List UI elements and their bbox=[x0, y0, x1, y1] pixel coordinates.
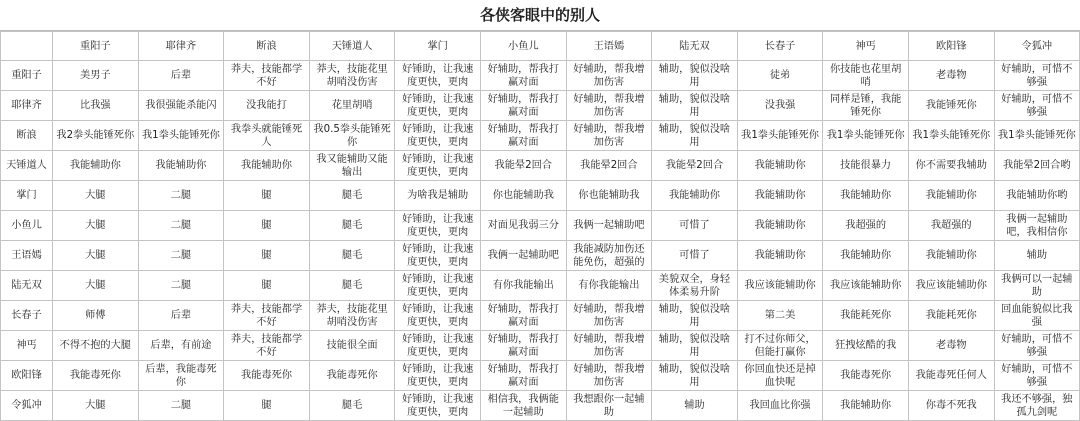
table-cell: 二腿 bbox=[138, 211, 224, 241]
table-cell: 对面见我弱三分 bbox=[480, 211, 566, 241]
table-cell: 腿 bbox=[224, 181, 310, 211]
table-cell: 好辅助，帮我打赢对面 bbox=[480, 61, 566, 91]
table-cell: 辅助 bbox=[994, 241, 1080, 271]
table-cell: 我应该能辅助你 bbox=[908, 271, 994, 301]
table-cell: 大腿 bbox=[53, 391, 139, 421]
table-cell: 好锤助，让我速度更快，更肉 bbox=[395, 331, 481, 361]
table-cell: 好辅助，帮我增加伤害 bbox=[566, 361, 652, 391]
table-cell: 你技能也花里胡哨 bbox=[823, 61, 909, 91]
table-row bbox=[1, 361, 1080, 391]
table-row bbox=[1, 331, 1080, 361]
table-cell: 我能辅助你 bbox=[737, 181, 823, 211]
column-header: 神丐 bbox=[823, 32, 909, 61]
table-cell: 莽夫，技能都学不好 bbox=[224, 301, 310, 331]
table-row bbox=[1, 121, 1080, 151]
table-cell: 我俩一起辅助吧，我相信你 bbox=[994, 211, 1080, 241]
table-row bbox=[1, 241, 1080, 271]
table-cell: 我1拳头能锤死你 bbox=[823, 121, 909, 151]
table-cell: 我1拳头能锤死你 bbox=[737, 121, 823, 151]
table-cell: 我2拳头能锤死你 bbox=[53, 121, 139, 151]
table-cell: 有你我能输出 bbox=[566, 271, 652, 301]
table-cell: 我能晕2回合 bbox=[566, 151, 652, 181]
row-header: 神丐 bbox=[1, 331, 53, 361]
table-cell: 我能晕2回合哟 bbox=[994, 151, 1080, 181]
row-header: 欧阳锋 bbox=[1, 361, 53, 391]
table-cell: 大腿 bbox=[53, 181, 139, 211]
table-cell: 我应该能辅助你 bbox=[737, 271, 823, 301]
table-cell: 好锤助，让我速度更快，更肉 bbox=[395, 121, 481, 151]
table-cell: 狂拽炫酷的我 bbox=[823, 331, 909, 361]
table-cell: 好锤助，让我速度更快，更肉 bbox=[395, 391, 481, 421]
table-cell: 好锤助，让我速度更快，更肉 bbox=[395, 241, 481, 271]
table-cell: 我能辅助你 bbox=[652, 181, 738, 211]
row-header: 掌门 bbox=[1, 181, 53, 211]
table-row bbox=[1, 391, 1080, 421]
table-cell: 好辅助，可惜不够强 bbox=[994, 91, 1080, 121]
table-cell: 技能很暴力 bbox=[823, 151, 909, 181]
table-cell: 好锤助，让我速度更快，更肉 bbox=[395, 361, 481, 391]
table-cell: 腿毛 bbox=[309, 241, 395, 271]
row-header: 重阳子 bbox=[1, 61, 53, 91]
table-cell: 腿毛 bbox=[309, 391, 395, 421]
table-cell: 打不过你师父，但能打赢你 bbox=[737, 331, 823, 361]
table-cell: 好辅助，可惜不够强 bbox=[994, 331, 1080, 361]
table-title: 各侠客眼中的别人 bbox=[0, 0, 1080, 31]
table-row bbox=[1, 271, 1080, 301]
table-cell: 莽夫，技能花里胡哨没伤害 bbox=[309, 301, 395, 331]
table-cell: 腿 bbox=[224, 391, 310, 421]
column-header: 重阳子 bbox=[53, 32, 139, 61]
table-cell: 你回血快还是掉血快呢 bbox=[737, 361, 823, 391]
table-cell: 后辈，有前途 bbox=[138, 331, 224, 361]
table-cell: 同样是锤，我能锤死你 bbox=[823, 91, 909, 121]
table-cell: 莽夫，技能花里胡哨没伤害 bbox=[309, 61, 395, 91]
table-cell: 我能毒死你 bbox=[224, 361, 310, 391]
table-cell: 好锤助，让我速度更快，更肉 bbox=[395, 151, 481, 181]
table-cell: 我又能辅助又能输出 bbox=[309, 151, 395, 181]
table-cell: 好辅助，帮我增加伤害 bbox=[566, 61, 652, 91]
table-cell: 二腿 bbox=[138, 241, 224, 271]
table-cell: 你毒不死我 bbox=[908, 391, 994, 421]
table-row bbox=[1, 61, 1080, 91]
table-cell: 我1拳头能锤死你 bbox=[908, 121, 994, 151]
column-header: 欧阳锋 bbox=[908, 32, 994, 61]
table-cell: 我俩可以一起辅助 bbox=[994, 271, 1080, 301]
table-cell: 有你我能输出 bbox=[480, 271, 566, 301]
table-cell: 我很强能杀能闪 bbox=[138, 91, 224, 121]
table-cell: 我能毒死你 bbox=[53, 361, 139, 391]
table-row bbox=[1, 181, 1080, 211]
row-header: 耶律齐 bbox=[1, 91, 53, 121]
table-cell: 徒弟 bbox=[737, 61, 823, 91]
table-cell: 我能辅助你 bbox=[737, 241, 823, 271]
table-cell: 好辅助，帮我打赢对面 bbox=[480, 331, 566, 361]
table-cell: 我能辅助你 bbox=[823, 181, 909, 211]
table-cell: 相信我，我俩能一起辅助 bbox=[480, 391, 566, 421]
table-cell: 师傅 bbox=[53, 301, 139, 331]
corner-cell bbox=[1, 32, 53, 61]
column-header: 令狐冲 bbox=[994, 32, 1080, 61]
table-cell: 辅助，貌似没啥用 bbox=[652, 91, 738, 121]
table-cell: 腿 bbox=[224, 241, 310, 271]
column-header: 天锤道人 bbox=[309, 32, 395, 61]
table-cell: 可惜了 bbox=[652, 211, 738, 241]
table-cell: 我俩一起辅助吧 bbox=[480, 241, 566, 271]
table-cell: 二腿 bbox=[138, 391, 224, 421]
row-header: 令狐冲 bbox=[1, 391, 53, 421]
table-cell: 你也能辅助我 bbox=[480, 181, 566, 211]
table-cell: 好锤助，让我速度更快，更肉 bbox=[395, 91, 481, 121]
table-cell: 我能辅助你 bbox=[224, 151, 310, 181]
table-row bbox=[1, 151, 1080, 181]
table-cell: 大腿 bbox=[53, 271, 139, 301]
table-cell: 腿 bbox=[224, 271, 310, 301]
table-cell: 第二美 bbox=[737, 301, 823, 331]
table-cell: 腿毛 bbox=[309, 211, 395, 241]
table-cell: 老毒物 bbox=[908, 61, 994, 91]
table-cell: 好辅助，帮我增加伤害 bbox=[566, 91, 652, 121]
table-cell: 好辅助，帮我增加伤害 bbox=[566, 331, 652, 361]
table-cell: 我能辅助你 bbox=[53, 151, 139, 181]
table-cell: 我能辅助你 bbox=[138, 151, 224, 181]
column-header: 王语嫣 bbox=[566, 32, 652, 61]
row-header: 长春子 bbox=[1, 301, 53, 331]
table-cell: 好锤助，让我速度更快，更肉 bbox=[395, 61, 481, 91]
table-cell: 为啥我是辅助 bbox=[395, 181, 481, 211]
table-cell: 后辈 bbox=[138, 61, 224, 91]
table-cell: 回血能貌似比我强 bbox=[994, 301, 1080, 331]
table-cell: 好锤助，让我速度更快，更肉 bbox=[395, 301, 481, 331]
table-cell: 辅助，貌似没啥用 bbox=[652, 331, 738, 361]
row-header: 王语嫣 bbox=[1, 241, 53, 271]
table-cell: 大腿 bbox=[53, 211, 139, 241]
table-cell: 好辅助，帮我打赢对面 bbox=[480, 121, 566, 151]
table-cell: 辅助，貌似没啥用 bbox=[652, 121, 738, 151]
table-cell: 大腿 bbox=[53, 241, 139, 271]
table-cell: 我能减防加伤还能免伤，超强的 bbox=[566, 241, 652, 271]
table-cell: 腿毛 bbox=[309, 181, 395, 211]
table-row bbox=[1, 211, 1080, 241]
table-cell: 我能辅助你 bbox=[823, 391, 909, 421]
table-cell: 辅助，貌似没啥用 bbox=[652, 301, 738, 331]
table-cell: 好辅助，帮我打赢对面 bbox=[480, 91, 566, 121]
table-cell: 我能毒死任何人 bbox=[908, 361, 994, 391]
table-cell: 我俩一起辅助吧 bbox=[566, 211, 652, 241]
table-cell: 我能耗死你 bbox=[908, 301, 994, 331]
table-cell: 腿毛 bbox=[309, 271, 395, 301]
table-cell: 我1拳头能锤死你 bbox=[994, 121, 1080, 151]
table-cell: 我能毒死你 bbox=[823, 361, 909, 391]
table-cell: 我能耗死你 bbox=[823, 301, 909, 331]
table-cell: 后辈 bbox=[138, 301, 224, 331]
table-cell: 好锤助，让我速度更快，更肉 bbox=[395, 211, 481, 241]
header-row bbox=[1, 32, 1080, 61]
table-cell: 好辅助，帮我增加伤害 bbox=[566, 121, 652, 151]
table-cell: 我能辅助你 bbox=[737, 211, 823, 241]
table-body bbox=[1, 61, 1080, 421]
table-cell: 我应该能辅助你 bbox=[823, 271, 909, 301]
table-cell: 好锤助，让我速度更快，更肉 bbox=[395, 271, 481, 301]
table-cell: 我能晕2回合 bbox=[480, 151, 566, 181]
table-cell: 好辅助，帮我打赢对面 bbox=[480, 361, 566, 391]
table-cell: 可惜了 bbox=[652, 241, 738, 271]
table-cell: 我回血比你强 bbox=[737, 391, 823, 421]
table-cell: 我想跟你一起辅助 bbox=[566, 391, 652, 421]
table-cell: 莽夫，技能都学不好 bbox=[224, 331, 310, 361]
column-header: 陆无双 bbox=[652, 32, 738, 61]
table-cell: 我超强的 bbox=[823, 211, 909, 241]
table-cell: 技能很全面 bbox=[309, 331, 395, 361]
table-cell: 好辅助，帮我打赢对面 bbox=[480, 301, 566, 331]
table-cell: 我超强的 bbox=[908, 211, 994, 241]
table-cell: 美男子 bbox=[53, 61, 139, 91]
row-header: 陆无双 bbox=[1, 271, 53, 301]
table-cell: 比我强 bbox=[53, 91, 139, 121]
table-cell: 好辅助，帮我增加伤害 bbox=[566, 301, 652, 331]
table-cell: 我拳头就能锤死人 bbox=[224, 121, 310, 151]
table-cell: 二腿 bbox=[138, 181, 224, 211]
table-cell: 没我能打 bbox=[224, 91, 310, 121]
row-header: 小鱼儿 bbox=[1, 211, 53, 241]
column-header: 掌门 bbox=[395, 32, 481, 61]
table-cell: 我能辅助你 bbox=[737, 151, 823, 181]
row-header: 断浪 bbox=[1, 121, 53, 151]
table-row bbox=[1, 301, 1080, 331]
table-row bbox=[1, 91, 1080, 121]
table-cell: 你不需要我辅助 bbox=[908, 151, 994, 181]
table-cell: 我能辅助你 bbox=[908, 181, 994, 211]
table-cell: 我能毒死你 bbox=[309, 361, 395, 391]
table-cell: 二腿 bbox=[138, 271, 224, 301]
table-cell: 后辈，我能毒死你 bbox=[138, 361, 224, 391]
column-header: 断浪 bbox=[224, 32, 310, 61]
column-header: 长春子 bbox=[737, 32, 823, 61]
table-cell: 你也能辅助我 bbox=[566, 181, 652, 211]
table-cell: 美貌双全，身轻体柔易升阶 bbox=[652, 271, 738, 301]
table-cell: 花里胡哨 bbox=[309, 91, 395, 121]
table-cell: 腿 bbox=[224, 211, 310, 241]
table-cell: 我还不够强，独孤九剑呢 bbox=[994, 391, 1080, 421]
table-cell: 没我强 bbox=[737, 91, 823, 121]
table-cell: 不得不抱的大腿 bbox=[53, 331, 139, 361]
table-cell: 老毒物 bbox=[908, 331, 994, 361]
table-cell: 我能晕2回合 bbox=[652, 151, 738, 181]
table-cell: 我能锤死你 bbox=[908, 91, 994, 121]
table-cell: 辅助 bbox=[652, 391, 738, 421]
table-cell: 莽夫，技能都学不好 bbox=[224, 61, 310, 91]
table-cell: 好辅助，可惜不够强 bbox=[994, 361, 1080, 391]
row-header: 天锤道人 bbox=[1, 151, 53, 181]
table-cell: 我1拳头能锤死你 bbox=[138, 121, 224, 151]
table-cell: 辅助，貌似没啥用 bbox=[652, 61, 738, 91]
table-cell: 好辅助，可惜不够强 bbox=[994, 61, 1080, 91]
table-cell: 我能辅助你 bbox=[908, 241, 994, 271]
column-header: 耶律齐 bbox=[138, 32, 224, 61]
table-cell: 我能辅助你 bbox=[823, 241, 909, 271]
column-header: 小鱼儿 bbox=[480, 32, 566, 61]
table-cell: 我0.5拳头能锤死你 bbox=[309, 121, 395, 151]
table-cell: 辅助，貌似没啥用 bbox=[652, 361, 738, 391]
table-cell: 我能辅助你哟 bbox=[994, 181, 1080, 211]
relationship-table bbox=[0, 31, 1080, 421]
